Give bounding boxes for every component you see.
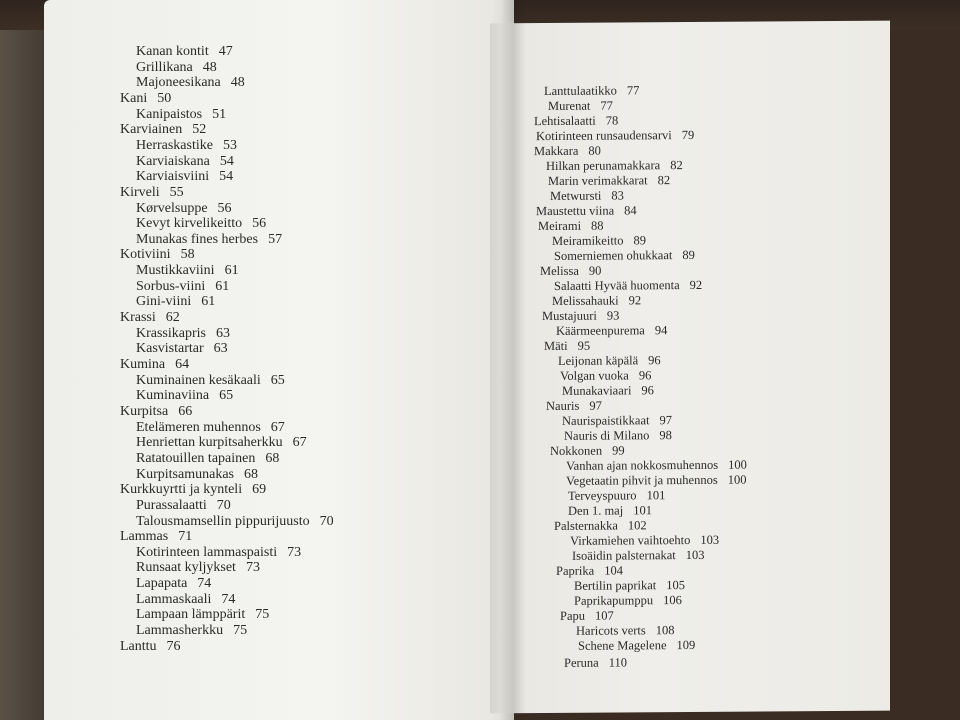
index-term: Henriettan kurpitsaherkku [136, 435, 283, 451]
index-entry [554, 249, 695, 262]
index-entry [136, 280, 229, 294]
index-term: Käärmeenpurema [556, 323, 645, 338]
index-page-number: 63 [216, 325, 230, 341]
index-page-number: 54 [219, 169, 234, 185]
index-term: Melissahauki [552, 293, 619, 308]
index-term: Hilkan perunamakkara [546, 158, 661, 174]
index-entry [556, 564, 623, 577]
index-term: Metwursti [550, 188, 602, 203]
index-entry [120, 405, 192, 419]
index-entry [534, 115, 618, 128]
index-entry [564, 429, 672, 442]
index-page-number: 103 [685, 547, 705, 563]
index-entry [120, 311, 180, 325]
index-page-number: 75 [255, 607, 270, 623]
index-entry [136, 452, 279, 466]
index-page-number: 47 [218, 44, 233, 59]
index-term: Purassalaatti [136, 497, 207, 513]
index-entry [536, 204, 637, 217]
index-page-number: 66 [178, 403, 193, 419]
index-page-number: 67 [270, 419, 285, 435]
index-entry [556, 324, 667, 337]
index-page-number: 68 [243, 466, 258, 482]
index-entry [552, 234, 646, 247]
index-page-number: 73 [245, 560, 260, 576]
index-entry [120, 358, 189, 372]
index-term: Lapapata [136, 576, 188, 592]
index-page-number: 101 [646, 488, 666, 503]
index-entry [540, 265, 601, 278]
index-term: Meirami [538, 218, 582, 234]
index-page-number: 89 [682, 247, 695, 263]
index-term: Kuminainen kesäkaali [136, 372, 261, 388]
index-term: Kanan kontit [136, 44, 209, 59]
index-entry [136, 608, 269, 622]
index-page-number: 77 [600, 98, 613, 113]
index-entry [544, 84, 639, 97]
index-term: Kanipaistos [136, 106, 203, 122]
index-term: Virkamiehen vaihtoehto [570, 532, 691, 548]
index-entry [136, 264, 239, 278]
index-term: Kotirinteen runsaudensarvi [536, 128, 672, 144]
index-entry [560, 369, 651, 382]
index-page-number: 89 [633, 233, 647, 248]
index-term: Lammas [120, 529, 169, 545]
index-page-number: 92 [628, 293, 642, 308]
index-term: Haricots verts [576, 623, 646, 638]
index-term: Kasvistartar [136, 341, 204, 357]
index-page-number: 96 [648, 353, 661, 368]
index-page-number: 79 [681, 127, 695, 143]
index-term: Herraskastike [136, 137, 213, 153]
index-entry [120, 248, 195, 262]
index-page-number: 77 [626, 83, 640, 98]
index-page-number: 109 [676, 637, 696, 653]
index-page-number: 80 [588, 143, 601, 158]
index-term: Lanttulaatikko [544, 83, 617, 99]
index-term: Vegetaatin pihvit ja muhennos [566, 472, 718, 488]
index-entry [136, 342, 228, 356]
index-entry [136, 295, 215, 309]
index-page-number: 65 [270, 372, 285, 388]
index-entry [120, 92, 171, 106]
index-page-number: 98 [659, 428, 672, 443]
index-entry [136, 374, 285, 388]
book-gutter [500, 0, 526, 720]
index-term: Lanttu [120, 638, 157, 654]
index-page-number: 70 [319, 513, 334, 529]
index-page-number: 88 [591, 218, 604, 233]
index-entry [566, 459, 747, 473]
index-page-number: 83 [611, 188, 624, 203]
index-page-number: 55 [169, 184, 184, 200]
index-entry [136, 217, 266, 231]
index-term: Somerniemen ohukkaat [554, 248, 673, 263]
index-page-number: 50 [157, 90, 172, 106]
index-term: Kørvelsuppe [136, 200, 208, 216]
index-term: Paprikapumppu [574, 593, 654, 608]
index-term: Runsaat kyljykset [136, 560, 236, 576]
index-term: Meiramikeitto [552, 233, 624, 248]
index-entry [136, 546, 301, 560]
index-page-number: 71 [178, 529, 193, 545]
index-page-number: 64 [175, 357, 190, 372]
index-entry [534, 145, 601, 158]
index-term: Etelämeren muhennos [136, 419, 261, 435]
index-page-number: 70 [216, 497, 231, 513]
index-entry [544, 340, 590, 353]
index-term: Schene Magelene [578, 638, 667, 653]
index-term: Kumina [120, 357, 166, 372]
index-term: Krassikapris [136, 325, 206, 341]
index-page-number: 108 [655, 623, 675, 638]
index-page-number: 82 [657, 173, 671, 188]
index-entry [546, 159, 683, 172]
index-term: Lehtisalaatti [534, 113, 596, 129]
index-entry [136, 61, 217, 75]
index-term: Papu [560, 608, 585, 623]
index-page-number: 48 [202, 59, 217, 75]
index-page-number: 90 [588, 263, 602, 278]
index-entry [136, 624, 247, 638]
index-entry [562, 414, 672, 427]
index-page-number: 82 [670, 158, 683, 173]
index-page-number: 100 [727, 472, 747, 487]
index-term: Makkara [534, 143, 579, 159]
index-page-number: 63 [213, 341, 228, 357]
index-entry [120, 483, 266, 497]
index-page-number: 54 [219, 153, 234, 169]
index-page-number: 106 [663, 593, 682, 608]
index-term: Lammasherkku [136, 623, 224, 639]
index-page-number: 104 [604, 563, 623, 578]
index-page-number: 65 [219, 388, 234, 404]
index-page-number: 84 [624, 203, 637, 218]
index-entry [560, 610, 614, 623]
index-term: Munakas fines herbes [136, 231, 259, 247]
index-term: Lammaskaali [136, 591, 212, 607]
index-term: Volgan vuoka [560, 368, 629, 383]
index-term: Mustajuuri [542, 308, 597, 324]
index-page-number: 62 [165, 310, 180, 326]
index-entry [136, 45, 233, 59]
index-term: Leijonan käpälä [558, 353, 639, 368]
index-entry [136, 155, 234, 169]
index-entry [570, 534, 719, 548]
index-page-number: 92 [689, 277, 703, 293]
index-entry [536, 129, 694, 143]
index-page-number: 110 [608, 655, 628, 670]
index-page-number: 53 [222, 137, 237, 153]
index-term: Kurkkuyrtti ja kynteli [120, 482, 243, 498]
index-entry [120, 640, 181, 654]
index-entry [136, 170, 233, 184]
index-page-number: 74 [221, 591, 236, 607]
index-entry [568, 489, 665, 502]
index-entry [538, 220, 604, 233]
index-term: Kurpitsa [120, 403, 169, 419]
index-term: Peruna [564, 655, 599, 670]
index-entry [120, 530, 192, 544]
index-page-number: 93 [606, 308, 620, 323]
index-page-number: 78 [605, 113, 619, 128]
index-term: Ratatouillen tapainen [136, 450, 256, 466]
index-entry [136, 436, 307, 450]
index-term: Salaatti Hyvää huomenta [554, 278, 680, 293]
index-entry [136, 76, 245, 90]
index-entry [542, 309, 619, 322]
index-page-number: 61 [215, 278, 230, 294]
index-entry [574, 579, 685, 592]
index-term: Naurispaistikkaat [562, 413, 650, 428]
index-page-number: 67 [292, 435, 307, 451]
index-entry [136, 593, 235, 607]
index-entry [136, 499, 231, 513]
index-page-number: 100 [728, 457, 747, 472]
index-term: Terveyspuuro [568, 488, 637, 503]
index-page-number: 48 [230, 75, 245, 91]
index-page-number: 56 [217, 200, 232, 216]
index-entry [548, 174, 670, 187]
index-entry [136, 202, 232, 216]
index-term: Nokkonen [550, 443, 603, 458]
left-page [44, 0, 514, 720]
index-entry [548, 100, 613, 113]
index-entry [566, 474, 746, 488]
index-term: Karviaisviini [136, 169, 210, 185]
index-term: Karviaiskana [136, 153, 210, 169]
index-term: Nauris [546, 398, 580, 414]
index-entry [578, 639, 695, 652]
index-term: Kurpitsamunakas [136, 466, 234, 482]
index-entry [136, 233, 282, 247]
index-entry [136, 139, 237, 153]
index-term: Maustettu viina [536, 203, 615, 219]
index-term: Kotirinteen lammaspaisti [136, 544, 278, 560]
index-page-number: 51 [212, 106, 227, 122]
index-page-number: 76 [166, 638, 181, 654]
index-page-number: 96 [638, 368, 652, 383]
index-entry [136, 468, 258, 482]
index-term: Kotiviini [120, 247, 171, 263]
index-term: Paprika [556, 563, 595, 578]
index-page-number: 97 [589, 398, 602, 413]
index-entry [552, 294, 641, 307]
index-page-number: 61 [224, 263, 239, 279]
index-page-number: 68 [265, 450, 280, 466]
index-page-number: 73 [287, 544, 302, 560]
index-page-number: 99 [612, 443, 625, 458]
index-page-number: 103 [700, 532, 720, 547]
index-term: Munakaviaari [562, 383, 632, 398]
index-page-number: 75 [233, 623, 248, 639]
index-term: Kuminaviina [136, 388, 210, 404]
index-entry [136, 108, 226, 122]
index-term: Lampaan lämppärit [136, 607, 246, 623]
index-page-number: 58 [180, 247, 195, 263]
index-term: Bertilin paprikat [574, 578, 657, 593]
index-term: Isoäidin palsternakat [572, 548, 676, 563]
index-term: Nauris di Milano [564, 428, 650, 443]
index-entry [120, 123, 206, 137]
index-entry [574, 594, 682, 607]
index-entry [558, 354, 661, 367]
index-page-number: 69 [252, 482, 267, 498]
index-term: Murenat [548, 98, 591, 113]
index-entry [564, 656, 627, 669]
index-entry [136, 327, 230, 341]
index-entry [562, 384, 654, 397]
index-entry [572, 549, 705, 562]
index-page-number: 102 [627, 518, 647, 533]
index-term: Majoneesikana [136, 75, 221, 91]
index-entry [576, 624, 675, 637]
index-term: Gini-viini [136, 294, 192, 310]
index-term: Mustikkaviini [136, 263, 215, 279]
index-term: Kevyt kirvelikeitto [136, 216, 243, 232]
index-page-number: 61 [201, 294, 216, 310]
index-term: Kirveli [120, 184, 160, 200]
index-page-number: 52 [192, 122, 207, 138]
index-entry [546, 400, 602, 413]
index-page-number: 101 [633, 503, 652, 518]
index-term: Vanhan ajan nokkosmuhennos [566, 457, 719, 473]
index-term: Sorbus-viini [136, 278, 206, 294]
index-term: Melissa [540, 263, 579, 279]
index-entry [550, 189, 624, 202]
index-term: Talousmamsellin pippurijuusto [136, 513, 310, 529]
index-entry [136, 421, 285, 435]
index-entry [136, 389, 233, 403]
index-term: Kani [120, 90, 148, 106]
index-page-number: 96 [641, 383, 654, 398]
index-entry [136, 577, 211, 591]
index-entry [550, 444, 625, 457]
index-term: Krassi [120, 310, 156, 326]
index-entry [120, 186, 184, 200]
index-entry [136, 515, 334, 529]
index-term: Grillikana [136, 59, 193, 75]
index-term: Marin verimakkarat [548, 173, 648, 188]
index-term: Palsternakka [554, 518, 618, 533]
index-page-number: 56 [252, 216, 267, 232]
index-page-number: 95 [577, 338, 591, 353]
index-term: Mäti [544, 338, 568, 354]
index-term: Karviainen [120, 122, 183, 138]
index-page-number: 74 [197, 576, 212, 592]
index-entry [136, 561, 260, 575]
index-page-number: 94 [654, 323, 668, 338]
right-page [490, 21, 890, 714]
index-page-number: 107 [595, 608, 614, 623]
index-entry [554, 279, 702, 293]
index-page-number: 105 [666, 578, 686, 593]
index-page-number: 97 [659, 413, 672, 428]
index-entry [568, 504, 652, 517]
index-entry [554, 519, 647, 532]
index-term: Den 1. maj [568, 503, 624, 518]
index-page-number: 57 [268, 231, 283, 247]
